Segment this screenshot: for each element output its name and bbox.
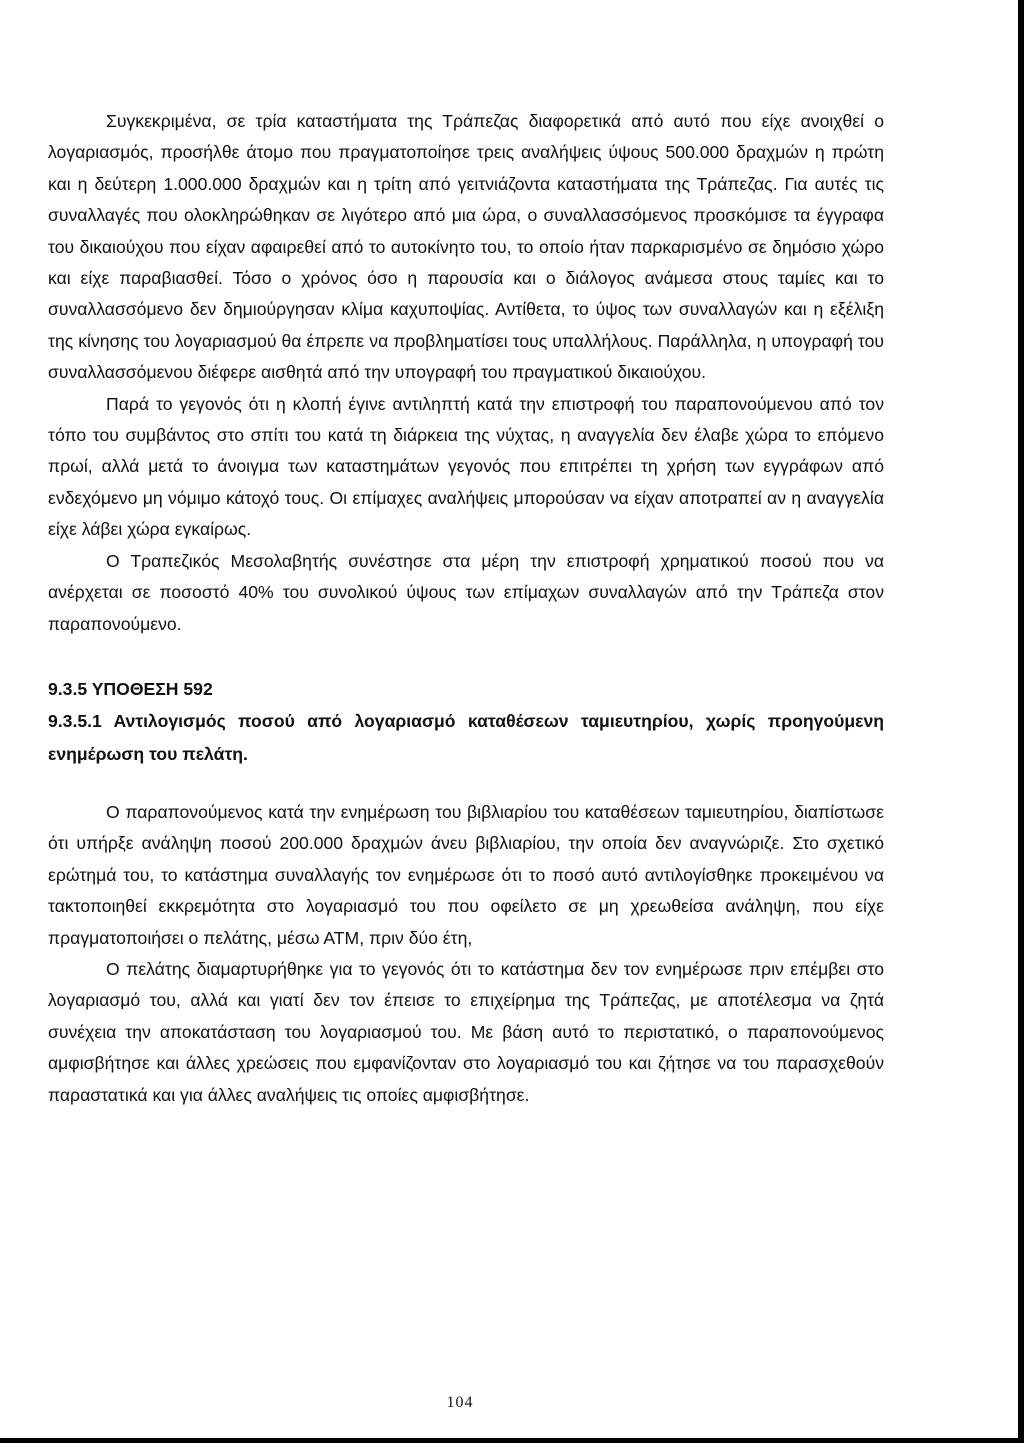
paragraph: Συγκεκριμένα, σε τρία καταστήματα της Τράπεζας διαφορετικά από αυτό που είχε ανοιχθεί ο λογαριασμός, προσήλθε άτομο που πραγματοποίησε τρεις αναλήψεις ύψους 500.000 δραχμών η πρώτη και η δεύτερη 1.000.000 δραχμών και η τρίτη από γειτνιάζοντα καταστήματα της Τράπεζας. Για αυτές τις συναλλαγές που ολοκληρώθηκαν σε λιγότερο από μια ώρα, ο συναλλασσόμενος προσκόμισε τα έγγραφα του δικαιούχου που είχαν αφαιρεθεί από το αυτοκίνητο του, το οποίο ήταν παρκαρισμένο σε δημόσιο χώρο και είχε παραβιασθεί. Τόσο ο χρόνος όσο η παρουσία και ο διάλογος ανάμεσα στους ταμίες και το συναλλασσόμενο δεν δημιούργησαν κλίμα καχυποψίας. Αντίθετα, το ύψος των συναλλαγών και η εξέλιξη της κίνησης του λογαριασμού θα έπρεπε να προβληματίσει τους υπαλλήλους. Παράλληλα, η υπογραφή του συναλλασσόμενου διέφερε αισθητά από την υπογραφή του πραγματικού δικαιούχου. bbox=[48, 111, 884, 383]
section-heading: 9.3.5 ΥΠΟΘΕΣΗ 592 bbox=[48, 678, 213, 699]
paragraph: Παρά το γεγονός ότι η κλοπή έγινε αντιληπτή κατά την επιστροφή του παραπονούμενου από τον τόπο του συμβάντος στο σπίτι του κατά τη διάρκεια της νύχτας, η αναγγελία δεν έλαβε χώρα το επόμενο πρωί, αλλά μετά το άνοιγμα των καταστημάτων γεγονός που επιτρέπει τη χρήση των εγγράφων από ενδεχόμενο μη νόμιμο κάτοχό τους. Οι επίμαχες αναλήψεις μπορούσαν να είχαν αποτραπεί αν η αναγγελία είχε λάβει χώρα εγκαίρως. bbox=[48, 393, 884, 540]
paragraph: Ο Τραπεζικός Μεσολαβητής συνέστησε στα μέρη την επιστροφή χρηματικού ποσού που να ανέρχεται σε ποσοστό 40% του συνολικού ύψους των επίμαχων συναλλαγών από την Τράπεζα στον παραπονούμενο. bbox=[48, 550, 884, 634]
paragraph: Ο πελάτης διαμαρτυρήθηκε για το γεγονός ότι το κατάστημα δεν τον ενημέρωσε πριν επέμβει στο λογαριασμό του, αλλά και γιατί δεν τον έπεισε το επιχείρημα της Τράπεζας, με αποτέλεσμα να ζητά συνέχεια την αποκατάσταση του λογαριασμού του. Με βάση αυτό το περιστατικό, ο παραπονούμενος αμφισβήτησε και άλλες χρεώσεις που εμφανίζονταν στο λογαριασμό του και ζήτησε να του παρασχεθούν παραστατικά και για άλλες αναλήψεις τις οποίες αμφισβήτησε. bbox=[48, 958, 884, 1105]
paragraph: Ο παραπονούμενος κατά την ενημέρωση του βιβλιαρίου του καταθέσεων ταμιευτηρίου, διαπίστωσε ότι υπήρξε ανάληψη ποσού 200.000 δραχμών άνευ βιβλιαρίου, την οποία δεν αναγνώριζε. Στο σχετικό ερώτημά του, το κατάστημα συναλλαγής τον ενημέρωσε ότι το ποσό αυτό αντιλογίσθηκε προκειμένου να τακτοποιηθεί εκκρεμότητα στο λογαριασμό του που οφείλετο σε μη χρεωθείσα ανάληψη, που είχε πραγματοποιήσει ο πελάτης, μέσω ΑΤΜ, πριν δύο έτη, bbox=[48, 801, 884, 948]
page-number: 104 bbox=[446, 1394, 474, 1411]
document-body bbox=[48, 106, 884, 1111]
subsection-heading: 9.3.5.1 Αντιλογισμός ποσού από λογαριασμό καταθέσεων ταμιευτηρίου, χωρίς προηγούμενη ενημέρωση του πελάτη. bbox=[48, 710, 884, 764]
